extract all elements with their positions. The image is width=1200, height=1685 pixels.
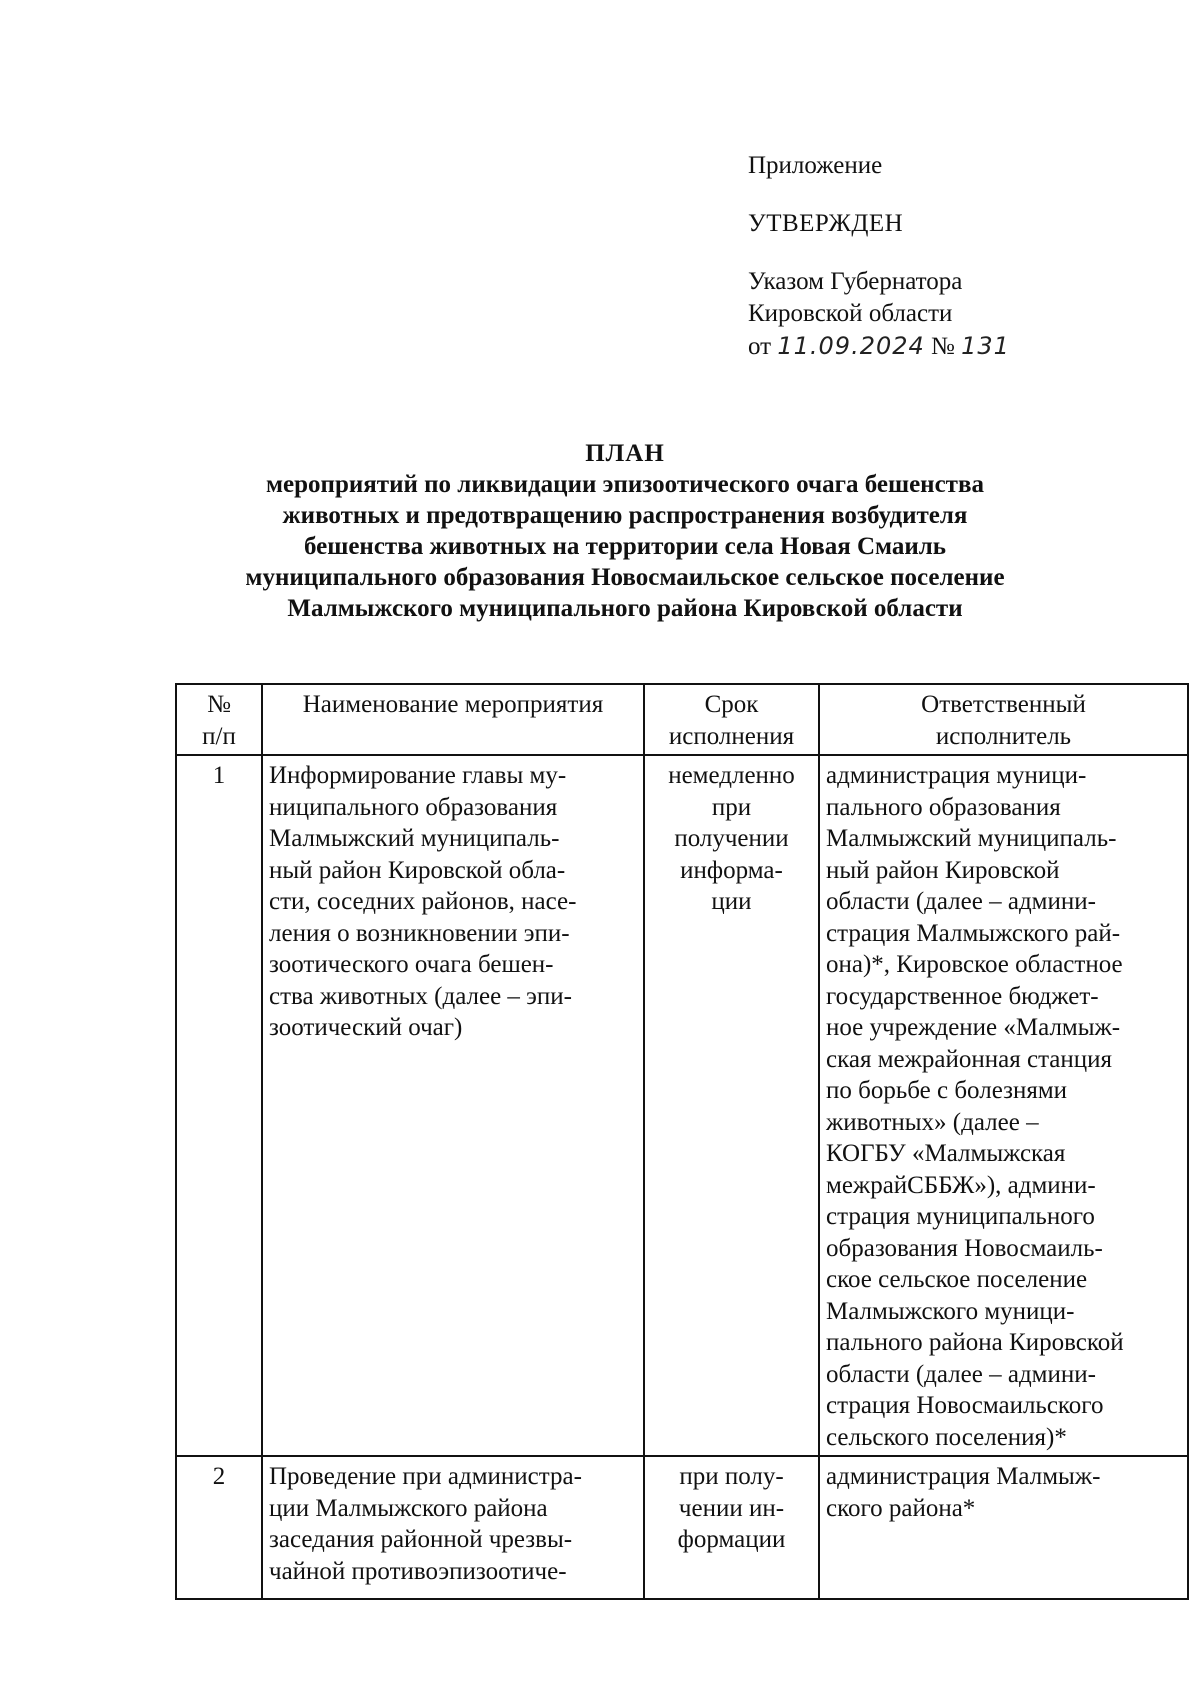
decree-line-2: Кировской области (748, 300, 953, 327)
table-row (176, 755, 1188, 1456)
decree-line-1: Указом Губернатора (748, 268, 963, 295)
row-deadline: при полу- чении ин- формации (644, 1456, 819, 1599)
plan-heading: ПЛАН (585, 440, 665, 467)
approval-block (748, 150, 1010, 363)
header-activity: Наименование мероприятия (262, 684, 644, 755)
row-number: 2 (176, 1456, 262, 1599)
row-activity: Информирование главы му- ниципального образования Малмыжский муниципаль- ный район Кировской обла- сти, соседних районов, насе- ления о возникновении эпи- зоотического очага бешен- ства животных (далее – эпи- зоотический очаг) (262, 755, 644, 1456)
header-responsible: Ответственный исполнитель (819, 684, 1188, 755)
row-responsible: администрация муници- пального образования Малмыжский муниципаль- ный район Кировской области (далее – админи- страция Малмыжского рай- она)*, Кировское областное государственное бюджет- ное учреждение «Малмыж- ская межрайонная станция по борьбе с болезнями животных» (далее – КОГБУ «Малмыжская межрайСББЖ»), админи- страция муниципального образования Новосмаиль- ское сельское поселение Малмыжского муници- пального района Кировской области (далее – админи- страция Новосмаильского сельского поселения)* (819, 755, 1188, 1456)
number-sign: № (931, 333, 955, 360)
date-prefix: от (748, 333, 772, 360)
decree-date-line (748, 330, 1010, 363)
header-number: № п/п (176, 684, 262, 755)
row-number: 1 (176, 755, 262, 1456)
appendix-label: Приложение (748, 152, 883, 179)
handwritten-date: 11.09.2024 (777, 332, 925, 360)
table-header-row (176, 684, 1188, 755)
header-deadline: Срок исполнения (644, 684, 819, 755)
approved-label: УТВЕРЖДЕН (748, 210, 904, 237)
plan-table (175, 683, 1189, 1600)
table-row (176, 1456, 1188, 1599)
plan-title (160, 438, 1090, 624)
plan-subtitle: мероприятий по ликвидации эпизоотического очага бешенства животных и предотвращению распространения возбудителя бешенства животных на территории села Новая Смаиль муниципального образования Новосмаильское сельское поселение Малмыжского муниципального района Кировской области (245, 471, 1005, 622)
handwritten-number: 131 (961, 332, 1010, 360)
row-responsible: администрация Малмыж- ского района* (819, 1456, 1188, 1599)
row-activity: Проведение при администра- ции Малмыжского района заседания районной чрезвы- чайной противоэпизоотиче- (262, 1456, 644, 1599)
row-deadline: немедленно при получении информа- ции (644, 755, 819, 1456)
